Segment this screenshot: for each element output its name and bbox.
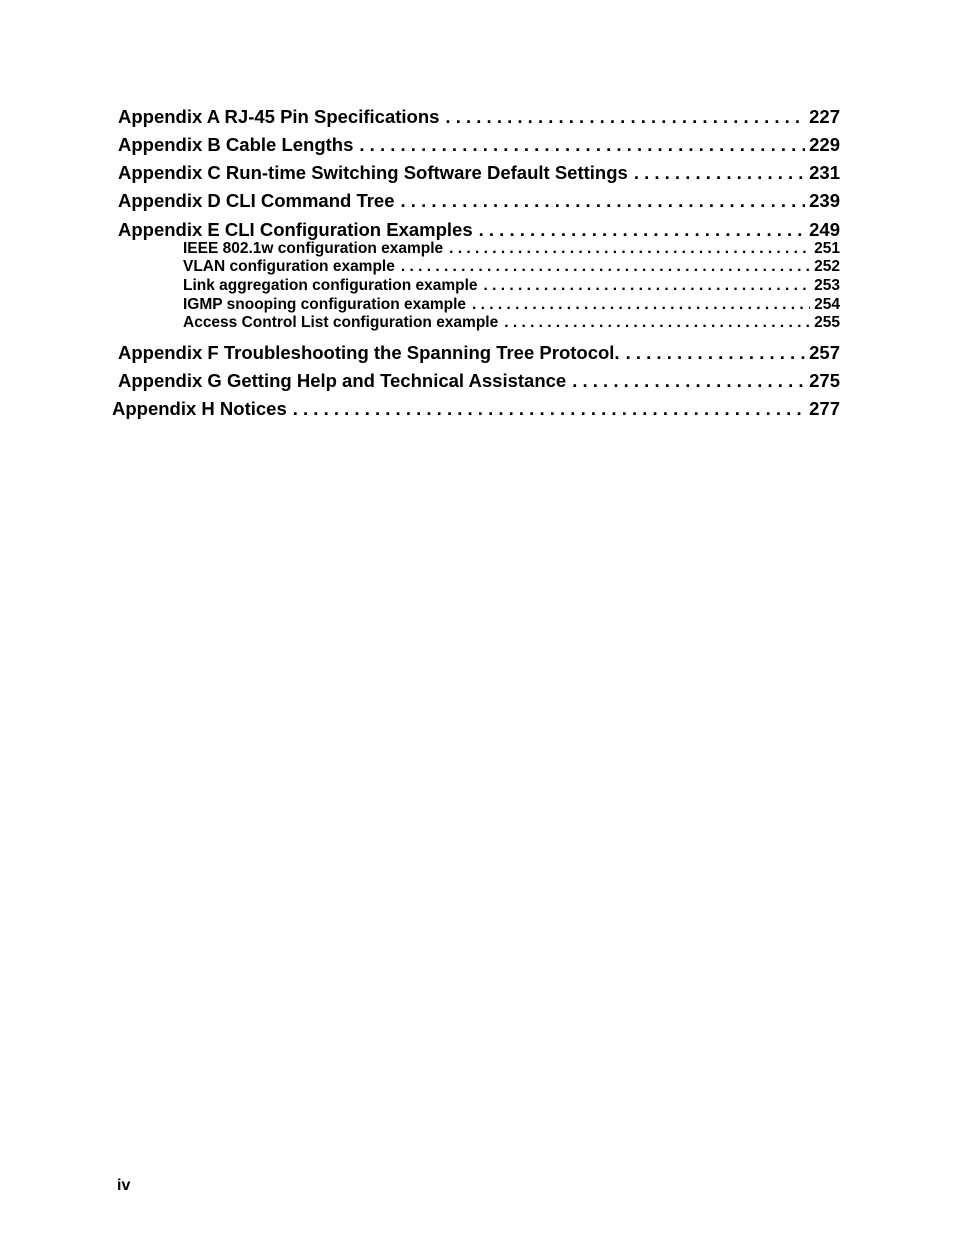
toc-entry-title: Appendix F Troubleshooting the Spanning Tree Protocol.	[118, 342, 620, 363]
toc-entry-title: Appendix H Notices	[112, 398, 287, 419]
toc-entry-page: 231	[809, 162, 840, 183]
toc-entry-page: 253	[814, 277, 840, 294]
toc-entry-page: 257	[809, 342, 840, 363]
toc-dot-leader	[449, 240, 810, 258]
toc-entry-appendix-e[interactable]	[118, 219, 840, 241]
table-of-contents	[0, 0, 954, 440]
toc-entry-appendix-g[interactable]	[118, 370, 840, 392]
toc-entry-page: 227	[809, 106, 840, 127]
toc-entry-title: Appendix C Run-time Switching Software Default Settings	[118, 162, 628, 183]
toc-dot-leader	[472, 296, 810, 314]
toc-dot-leader	[401, 258, 810, 276]
toc-entry-appendix-h[interactable]	[112, 398, 840, 420]
toc-entry-title: IEEE 802.1w configuration example	[183, 240, 444, 257]
toc-entry-appendix-f[interactable]	[118, 342, 840, 364]
toc-dot-leader	[479, 219, 806, 241]
toc-entry-page: 249	[809, 219, 840, 240]
toc-subentry-vlan[interactable]	[183, 258, 840, 276]
toc-entry-title: Appendix G Getting Help and Technical Assistance	[118, 370, 567, 391]
toc-subentry-ieee-8021w[interactable]	[183, 240, 840, 258]
toc-entry-page: 252	[814, 258, 840, 275]
toc-entry-page: 251	[814, 240, 840, 257]
toc-dot-leader	[634, 162, 805, 184]
toc-entry-title: Appendix D CLI Command Tree	[118, 190, 395, 211]
toc-entry-title: Appendix A RJ-45 Pin Specifications	[118, 106, 440, 127]
toc-dot-leader	[504, 314, 810, 332]
toc-entry-title: Link aggregation configuration example	[183, 277, 478, 294]
toc-entry-appendix-b[interactable]	[118, 134, 840, 156]
toc-dot-leader	[572, 370, 805, 392]
toc-entry-page: 239	[809, 190, 840, 211]
toc-entry-title: IGMP snooping configuration example	[183, 296, 467, 313]
toc-dot-leader	[445, 106, 805, 128]
toc-dot-leader	[484, 277, 811, 295]
toc-entry-page: 254	[814, 296, 840, 313]
toc-entry-title: VLAN configuration example	[183, 258, 395, 275]
toc-dot-leader	[293, 398, 805, 420]
toc-entry-page: 275	[809, 370, 840, 391]
toc-subentry-igmp-snooping[interactable]	[183, 296, 840, 314]
toc-entry-appendix-c[interactable]	[118, 162, 840, 184]
toc-subentry-link-aggregation[interactable]	[183, 277, 840, 295]
toc-dot-leader	[359, 134, 805, 156]
toc-entry-title: Appendix E CLI Configuration Examples	[118, 219, 473, 240]
toc-entry-appendix-d[interactable]	[118, 190, 840, 212]
page-number: iv	[117, 1177, 131, 1194]
toc-dot-leader	[626, 342, 806, 364]
toc-subentry-access-control-list[interactable]	[183, 314, 840, 332]
toc-entry-page: 277	[809, 398, 840, 419]
toc-dot-leader	[401, 190, 806, 212]
toc-entry-page: 255	[814, 314, 840, 331]
toc-entry-page: 229	[809, 134, 840, 155]
toc-entry-title: Access Control List configuration example	[183, 314, 499, 331]
toc-entry-appendix-a[interactable]	[118, 106, 840, 128]
toc-entry-title: Appendix B Cable Lengths	[118, 134, 354, 155]
